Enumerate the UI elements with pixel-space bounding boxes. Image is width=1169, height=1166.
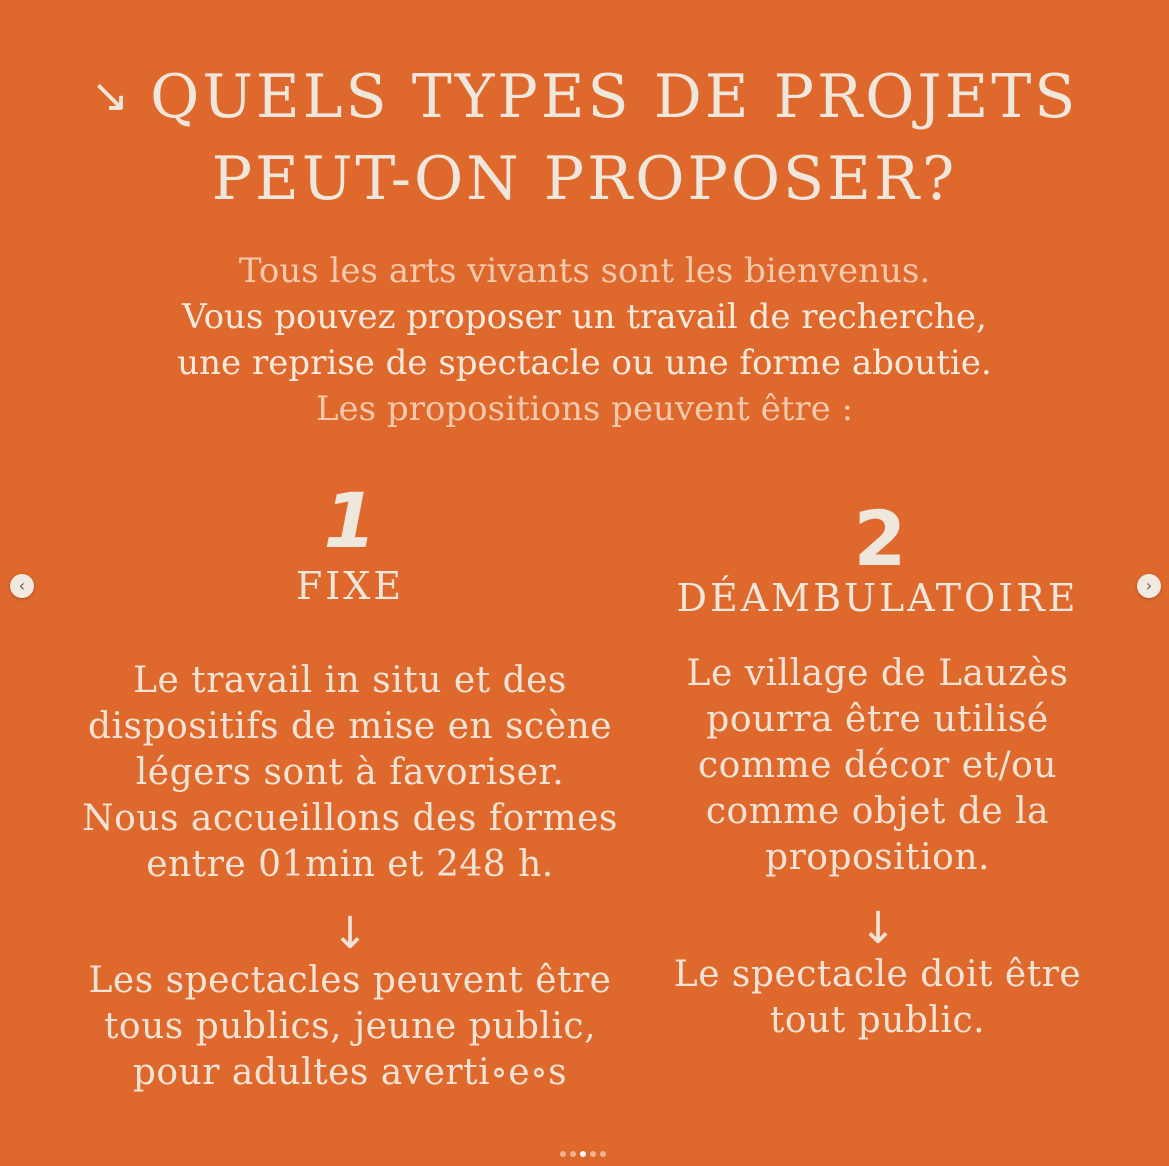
title-line-2: PEUT-ON PROPOSER? [211,144,958,214]
text-line: proposition. [765,837,990,878]
chevron-left-icon: ‹ [18,576,26,595]
carousel-dot[interactable] [580,1151,586,1157]
text-line: entre 01min et 248 h. [146,844,554,885]
text-line: comme décor et/ou [698,745,1057,786]
option-number-1: 1 [323,476,377,565]
text-line: comme objet de la [705,791,1050,832]
text-line: Le village de Lauzès [686,653,1069,694]
carousel-dots [560,1151,610,1157]
option-1-description [60,658,640,888]
text-line: dispositifs de mise en scène [88,706,612,747]
option-heading-deambulatoire: DÉAMBULATOIRE [676,576,1079,620]
option-1-audience [60,958,640,1096]
carousel-dot[interactable] [560,1151,566,1157]
text-line: Le spectacle doit être [673,954,1082,995]
title-text-1: QUELS TYPES DE PROJETS [150,62,1079,132]
text-line: Nous accueillons des formes [82,798,618,839]
text-line: Les spectacles peuvent être [88,960,612,1001]
arrow-down-icon: ↓ [331,908,369,959]
arrow-down-right-icon: ↘ [90,68,133,122]
option-2-audience [640,952,1115,1044]
option-heading-fixe: FIXE [295,564,405,608]
title-line-1 [0,58,1169,140]
text-line: pourra être utilisé [706,699,1049,740]
intro-text [0,248,1169,432]
arrow-down-icon: ↓ [859,903,897,954]
text-line: tous publics, jeune public, [103,1006,597,1047]
option-number-2: 2 [853,494,907,583]
text-line: Le travail in situ et des [133,660,567,701]
intro-line-2: Vous pouvez proposer un travail de recherche, [182,297,987,337]
intro-line-1: Tous les arts vivants sont les bienvenus. [238,251,931,291]
text-line: tout public. [769,1000,986,1041]
option-2-description [660,651,1095,881]
page-title [0,58,1169,218]
carousel-next-button[interactable] [1137,574,1161,598]
intro-line-3: une reprise de spectacle ou une forme aboutie. [177,343,992,383]
carousel-prev-button[interactable] [10,574,34,598]
carousel-dot[interactable] [600,1151,606,1157]
carousel-dot[interactable] [590,1151,596,1157]
intro-line-4: Les propositions peuvent être : [315,389,854,429]
carousel-dot[interactable] [570,1151,576,1157]
text-line: pour adultes averti∘e∘s [132,1052,568,1093]
chevron-right-icon: › [1145,576,1153,595]
text-line: légers sont à favoriser. [135,752,565,793]
